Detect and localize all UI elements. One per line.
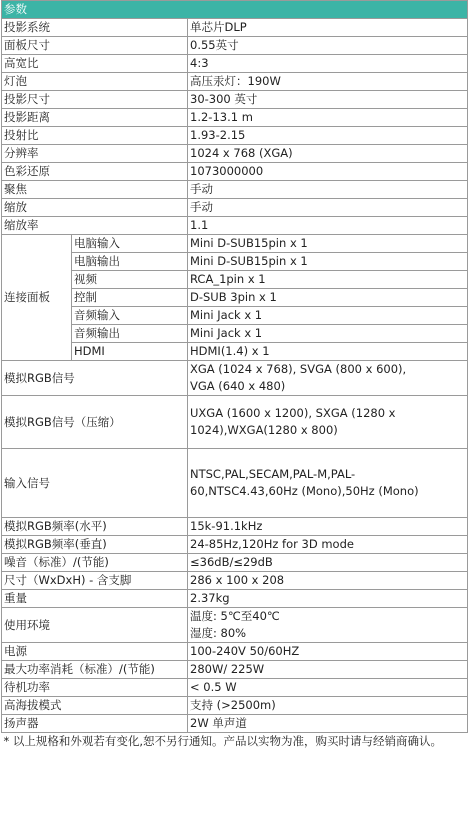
row-value: 280W/ 225W xyxy=(188,661,468,679)
row-value: ≤36dB/≤29dB xyxy=(188,554,468,572)
panel-item-label: 电脑输出 xyxy=(72,253,188,271)
row-label: 电源 xyxy=(2,643,188,661)
table-row xyxy=(2,679,468,697)
row-value: 2W 单声道 xyxy=(188,715,468,733)
table-row xyxy=(2,37,468,55)
table-row xyxy=(2,127,468,145)
table-row xyxy=(2,343,468,361)
panel-item-value: RCA_1pin x 1 xyxy=(188,271,468,289)
table-row xyxy=(2,163,468,181)
rgb-value-line2: VGA (640 x 480) xyxy=(190,379,286,393)
table-row xyxy=(2,199,468,217)
panel-item-label: 视频 xyxy=(72,271,188,289)
row-label: 面板尺寸 xyxy=(2,37,188,55)
row-label: 高海拔模式 xyxy=(2,697,188,715)
input-signal-line1: NTSC,PAL,SECAM,PAL-M,PAL- xyxy=(190,467,356,481)
row-label: 缩放率 xyxy=(2,217,188,235)
table-row xyxy=(2,608,468,643)
panel-item-label: 音频输出 xyxy=(72,325,188,343)
row-label: 缩放 xyxy=(2,199,188,217)
table-row xyxy=(2,361,468,396)
input-signal-label: 输入信号 xyxy=(2,449,188,518)
row-value: 手动 xyxy=(188,181,468,199)
table-row xyxy=(2,235,468,253)
row-label: 色彩还原 xyxy=(2,163,188,181)
row-label: 投射比 xyxy=(2,127,188,145)
environment-line1: 温度: 5℃至40℃ xyxy=(190,609,280,623)
table-row xyxy=(2,697,468,715)
row-value: 1.2-13.1 m xyxy=(188,109,468,127)
row-label: 灯泡 xyxy=(2,73,188,91)
rgb-value xyxy=(188,361,468,396)
row-label: 投影距离 xyxy=(2,109,188,127)
table-row xyxy=(2,217,468,235)
rgb-compressed-label: 模拟RGB信号（压缩） xyxy=(2,396,188,449)
table-row xyxy=(2,55,468,73)
environment-label: 使用环境 xyxy=(2,608,188,643)
panel-item-label: 电脑输入 xyxy=(72,235,188,253)
row-label: 重量 xyxy=(2,590,188,608)
table-row xyxy=(2,73,468,91)
row-value: 2.37kg xyxy=(188,590,468,608)
row-label: 投影尺寸 xyxy=(2,91,188,109)
row-value: 支持 (>2500m) xyxy=(188,697,468,715)
table-row xyxy=(2,307,468,325)
table-row xyxy=(2,536,468,554)
row-value: 单芯片DLP xyxy=(188,19,468,37)
row-value: < 0.5 W xyxy=(188,679,468,697)
row-label: 最大功率消耗（标准）/(节能) xyxy=(2,661,188,679)
table-row xyxy=(2,715,468,733)
table-header: 参数 xyxy=(2,1,468,19)
table-row xyxy=(2,325,468,343)
row-label: 模拟RGB频率(水平) xyxy=(2,518,188,536)
row-value: 0.55英寸 xyxy=(188,37,468,55)
table-row xyxy=(2,271,468,289)
input-signal-line2: 60,NTSC4.43,60Hz (Mono),50Hz (Mono) xyxy=(190,484,419,498)
panel-item-value: HDMI(1.4) x 1 xyxy=(188,343,468,361)
row-value: 1024 x 768 (XGA) xyxy=(188,145,468,163)
panel-item-value: Mini D-SUB15pin x 1 xyxy=(188,253,468,271)
environment-value xyxy=(188,608,468,643)
row-value: 286 x 100 x 208 xyxy=(188,572,468,590)
table-row xyxy=(2,572,468,590)
row-value: 1073000000 xyxy=(188,163,468,181)
table-row xyxy=(2,91,468,109)
table-row xyxy=(2,554,468,572)
table-row xyxy=(2,396,468,449)
panel-item-value: D-SUB 3pin x 1 xyxy=(188,289,468,307)
row-value: 手动 xyxy=(188,199,468,217)
rgb-label: 模拟RGB信号 xyxy=(2,361,188,396)
table-row xyxy=(2,289,468,307)
rgb-compressed-line2: 1024),WXGA(1280 x 800) xyxy=(190,423,338,437)
spec-table xyxy=(1,0,468,750)
panel-item-value: Mini D-SUB15pin x 1 xyxy=(188,235,468,253)
panel-item-label: HDMI xyxy=(72,343,188,361)
table-row xyxy=(2,109,468,127)
table-row xyxy=(2,181,468,199)
environment-line2: 湿度: 80% xyxy=(190,626,247,640)
table-row xyxy=(2,253,468,271)
table-row xyxy=(2,145,468,163)
panel-item-label: 控制 xyxy=(72,289,188,307)
input-signal-value xyxy=(188,449,468,518)
panel-item-value: Mini Jack x 1 xyxy=(188,307,468,325)
table-row xyxy=(2,590,468,608)
row-label: 噪音（标准）/(节能) xyxy=(2,554,188,572)
rgb-compressed-value xyxy=(188,396,468,449)
row-value: 1.93-2.15 xyxy=(188,127,468,145)
row-label: 高宽比 xyxy=(2,55,188,73)
rgb-compressed-line1: UXGA (1600 x 1200), SXGA (1280 x xyxy=(190,406,396,420)
row-value: 24-85Hz,120Hz for 3D mode xyxy=(188,536,468,554)
row-label: 尺寸（WxDxH) - 含支脚 xyxy=(2,572,188,590)
header-row xyxy=(2,1,468,19)
row-label: 投影系统 xyxy=(2,19,188,37)
table-row xyxy=(2,449,468,518)
row-value: 高压汞灯：190W xyxy=(188,73,468,91)
row-value: 100-240V 50/60HZ xyxy=(188,643,468,661)
table-row xyxy=(2,19,468,37)
rgb-value-line1: XGA (1024 x 768), SVGA (800 x 600), xyxy=(190,362,407,376)
panel-item-value: Mini Jack x 1 xyxy=(188,325,468,343)
row-value: 1.1 xyxy=(188,217,468,235)
row-value: 30-300 英寸 xyxy=(188,91,468,109)
panel-label: 连接面板 xyxy=(2,235,72,361)
row-label: 分辨率 xyxy=(2,145,188,163)
note-row xyxy=(2,733,468,751)
table-row xyxy=(2,661,468,679)
table-row xyxy=(2,643,468,661)
table-row xyxy=(2,518,468,536)
row-value: 15k-91.1kHz xyxy=(188,518,468,536)
row-value: 4:3 xyxy=(188,55,468,73)
row-label: 聚焦 xyxy=(2,181,188,199)
row-label: 待机功率 xyxy=(2,679,188,697)
row-label: 扬声器 xyxy=(2,715,188,733)
row-label: 模拟RGB频率(垂直) xyxy=(2,536,188,554)
panel-item-label: 音频输入 xyxy=(72,307,188,325)
disclaimer-note: * 以上规格和外观若有变化,恕不另行通知。产品以实物为准，购买时请与经销商确认。 xyxy=(3,734,443,748)
